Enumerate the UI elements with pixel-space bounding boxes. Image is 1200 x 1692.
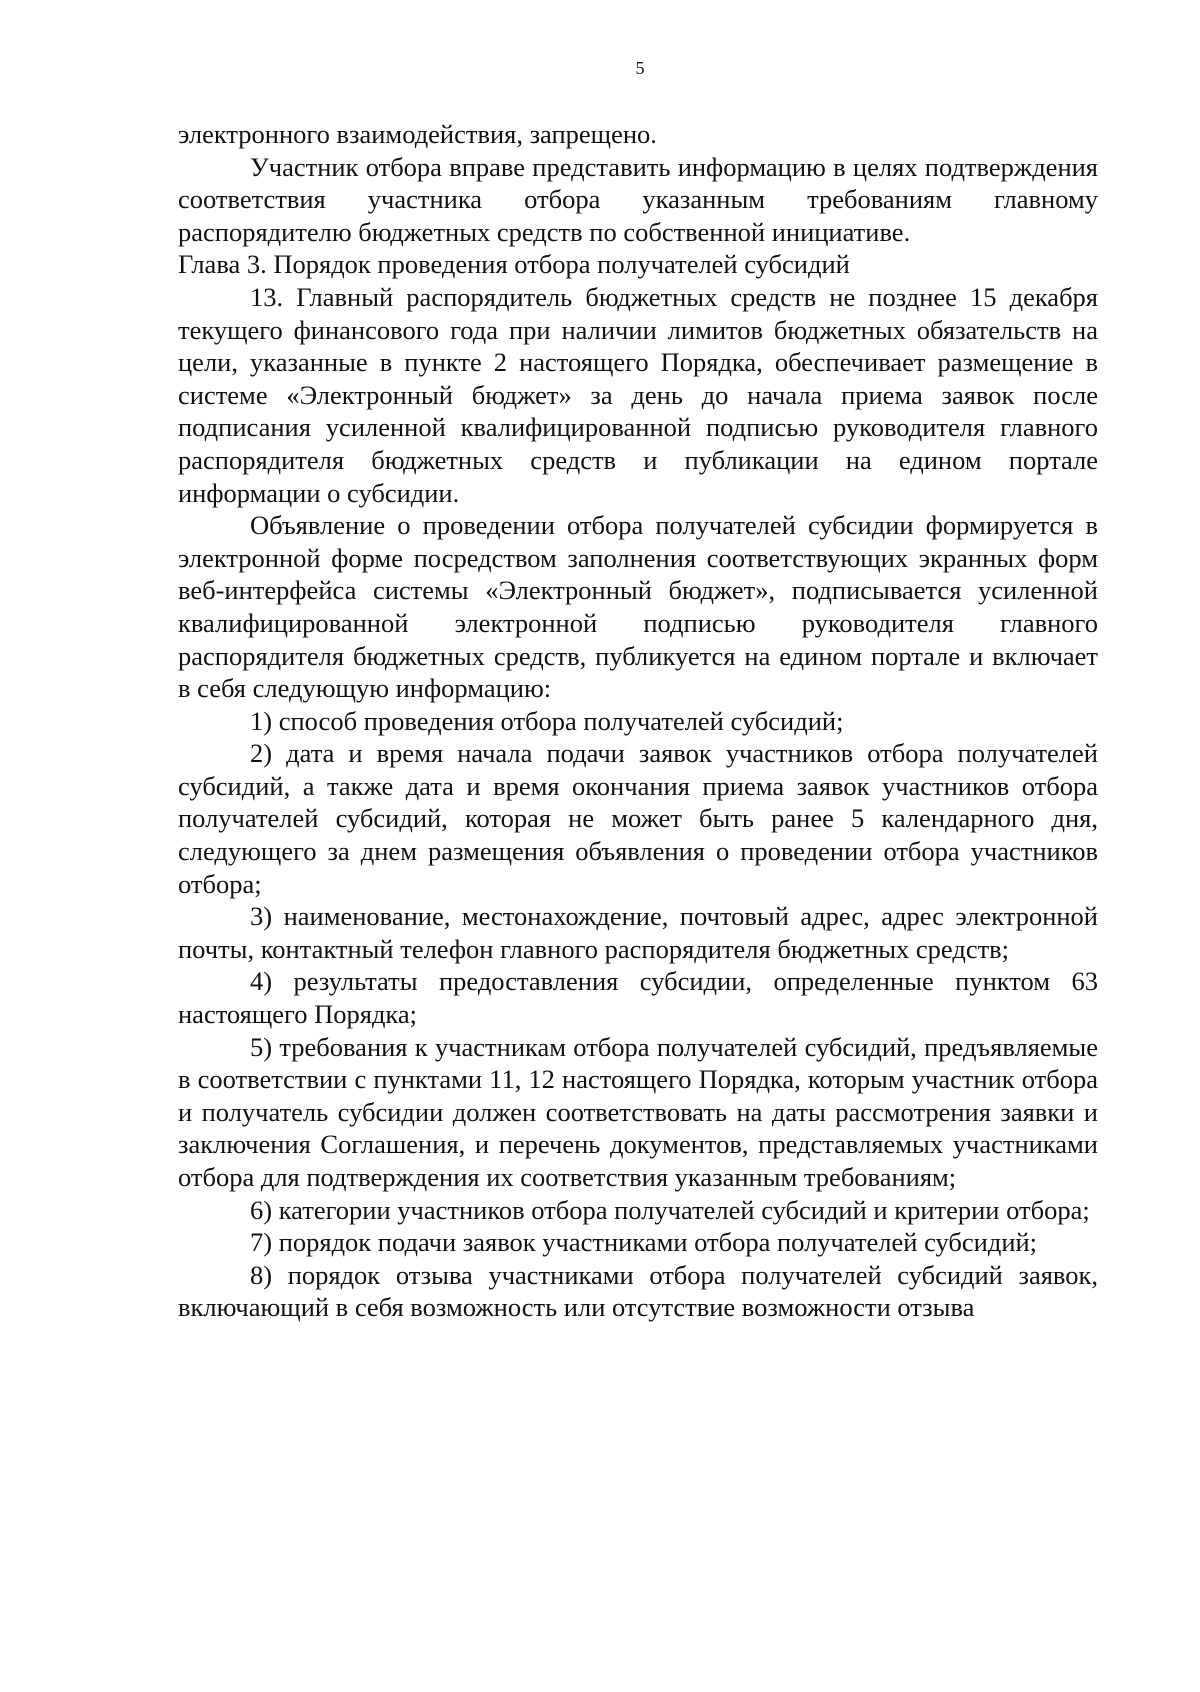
paragraph-item-13: 13. Главный распорядитель бюджетных средств не позднее 15 декабря текущего финансового года при наличии лимитов бюджетных обязательств на цели, указанные в пункте 2 настоящего Порядка, обеспечивает размещение в системе «Электронный бюджет» за день до начала приема заявок после подписания усиленной квалифицированной подписью руководителя главного распорядителя бюджетных средств и публикации на едином портале информации о субсидии. bbox=[178, 281, 1098, 508]
list-item-3: 3) наименование, местонахождение, почтовый адрес, адрес электронной почты, контактный телефон главного распорядителя бюджетных средств; bbox=[178, 901, 1098, 964]
list-item-8: 8) порядок отзыва участниками отбора получателей субсидий заявок, включающий в себя возможность или отсутствие возможности отзыва bbox=[178, 1259, 1098, 1323]
paragraph-continuation: электронного взаимодействия, запрещено. bbox=[178, 119, 657, 149]
paragraph-announcement: Объявление о проведении отбора получателей субсидии формируется в электронной форме посредством заполнения соответствующих экранных форм веб-интерфейса системы «Электронный бюджет», подписывается усиленной квалифицированной электронной подписью руководителя главного распорядителя бюджетных средств, публикуется на едином портале и включает в себя следующую информацию: bbox=[178, 510, 1098, 704]
document-body bbox=[178, 118, 1098, 1324]
paragraph-participant-right: Участник отбора вправе представить информацию в целях подтверждения соответствия участника отбора указанным требованиям главному распорядителю бюджетных средств по собственной инициативе. bbox=[178, 151, 1098, 247]
list-item-5: 5) требования к участникам отбора получателей субсидий, предъявляемые в соответствии с пунктами 11, 12 настоящего Порядка, которым участник отбора и получатель субсидии должен соответствовать на даты рассмотрения заявки и заключения Соглашения, и перечень документов, представляемых участниками отбора для подтверждения их соответствия указанным требованиям; bbox=[178, 1031, 1098, 1192]
list-item-6: 6) категории участников отбора получателей субсидий и критерии отбора; bbox=[250, 1194, 1090, 1225]
list-item-2: 2) дата и время начала подачи заявок участников отбора получателей субсидий, а также дата и время окончания приема заявок участников отбора получателей субсидий, которая не может быть ранее 5 календарного дня, следующего за днем размещения объявления о проведении отбора участников отбора; bbox=[178, 738, 1098, 899]
page-number: 5 bbox=[635, 58, 645, 78]
chapter-heading: Глава 3. Порядок проведения отбора получателей субсидий bbox=[178, 249, 850, 280]
list-item-1: 1) способ проведения отбора получателей субсидий; bbox=[250, 705, 844, 736]
list-item-7: 7) порядок подачи заявок участниками отбора получателей субсидий; bbox=[250, 1227, 1038, 1258]
list-item-4: 4) результаты предоставления субсидии, определенные пунктом 63 настоящего Порядка; bbox=[178, 966, 1098, 1030]
